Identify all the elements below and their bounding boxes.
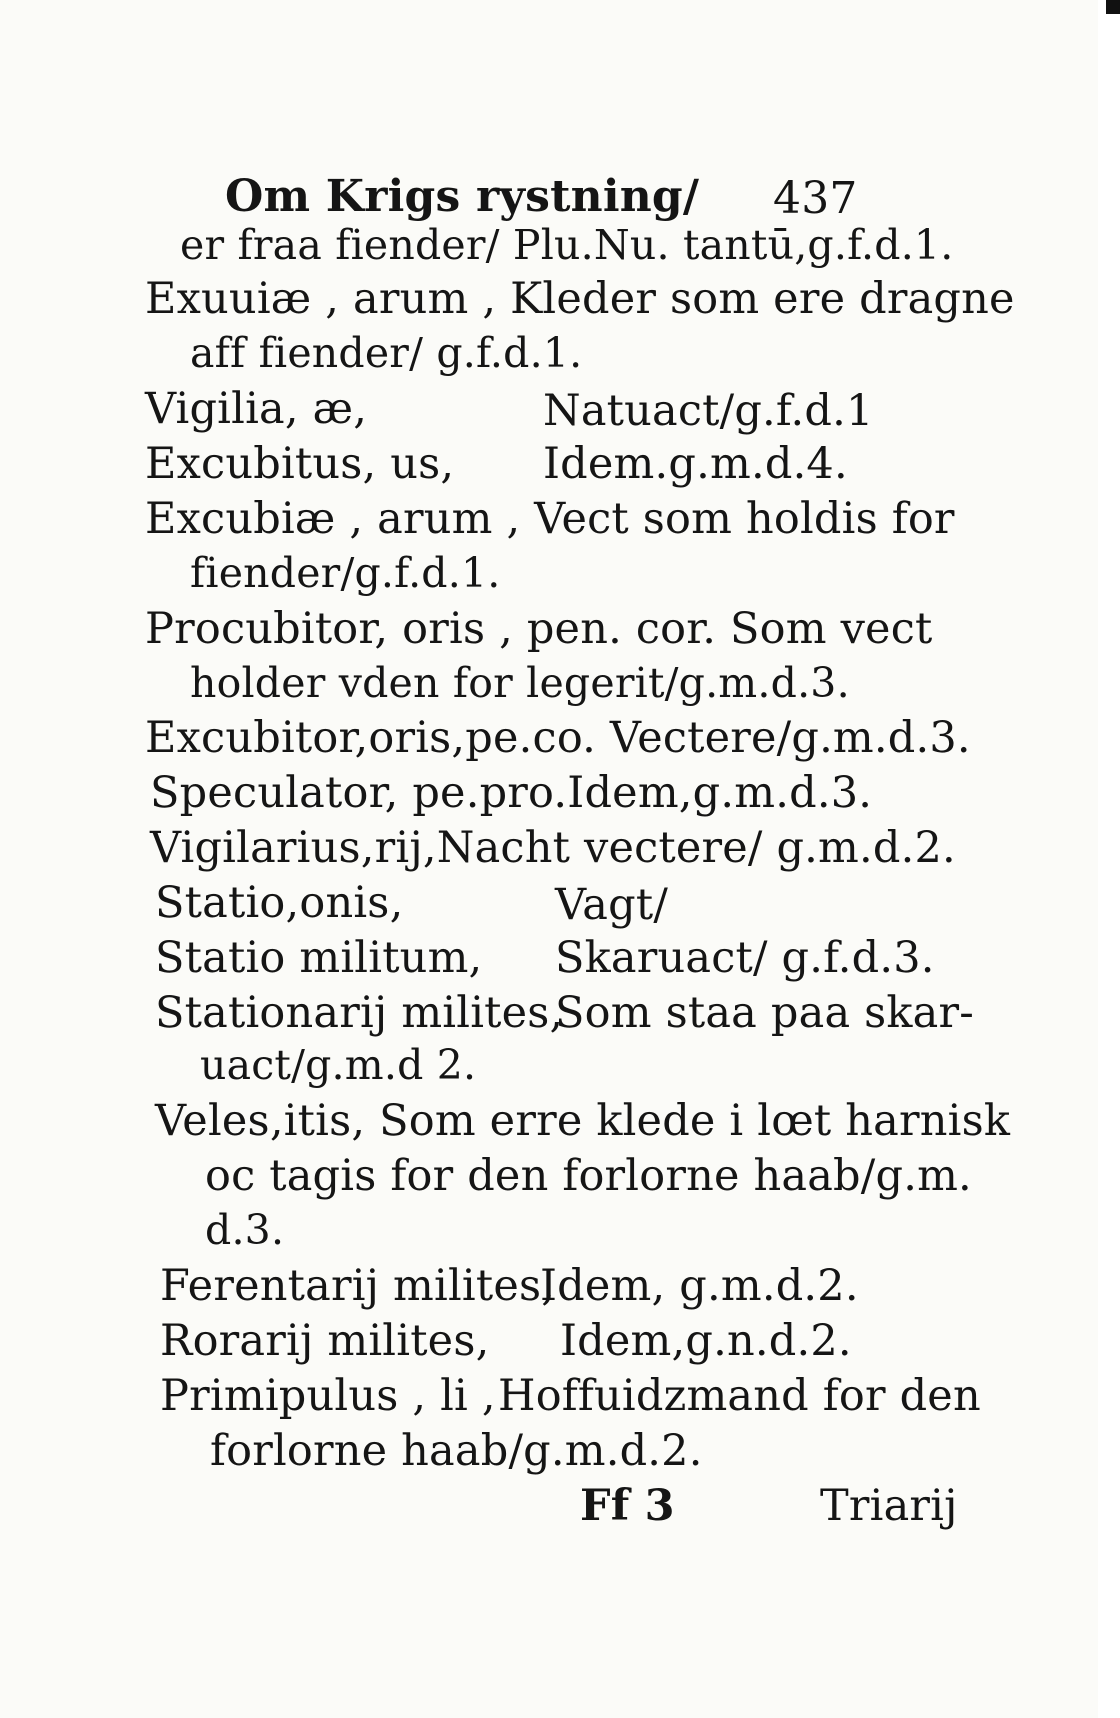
entry-headword: Vigilia, æ, <box>145 384 368 434</box>
entry-line: forlorne haab/g.m.d.2. <box>210 1426 703 1476</box>
entry-headword: Primipulus , li , <box>160 1371 496 1421</box>
entry-gloss: Vagt/ <box>555 880 669 930</box>
entry-headword: Rorarij milites, <box>160 1316 490 1366</box>
entry-gloss: Idem.g.m.d.4. <box>543 439 848 489</box>
entry-gloss: Hoffuidzmand for den <box>498 1371 981 1421</box>
entry-line: Excubitor,oris,pe.co. Vectere/g.m.d.3. <box>145 713 971 763</box>
entry-line: er fraa fiender/ Plu.Nu. tantū,g.f.d.1. <box>180 221 954 269</box>
entry-line: Speculator, pe.pro.Idem,g.m.d.3. <box>150 768 873 818</box>
running-title: Om Krigs rystning/ <box>225 171 700 222</box>
entry-headword: Statio militum, <box>155 933 483 983</box>
entry-line: Excubiæ , arum , Vect som holdis for <box>145 494 955 544</box>
entry-gloss: Skaruact/ g.f.d.3. <box>555 933 935 983</box>
entry-line: uact/g.m.d 2. <box>200 1041 477 1089</box>
entry-line: Vigilarius,rij,Nacht vectere/ g.m.d.2. <box>150 823 956 873</box>
entry-line: Veles,itis, Som erre klede i lœt harnisk <box>155 1096 1011 1146</box>
entry-line: oc tagis for den forlorne haab/g.m. <box>205 1151 972 1201</box>
entry-line: Procubitor, oris , pen. cor. Som vect <box>145 604 933 654</box>
scan-corner-mark <box>1106 0 1120 14</box>
entry-line: fiender/g.f.d.1. <box>190 549 501 597</box>
entry-gloss: Idem,g.n.d.2. <box>560 1316 852 1366</box>
entry-gloss: Natuact/g.f.d.1 <box>543 386 874 436</box>
entry-gloss: Idem, g.m.d.2. <box>540 1261 859 1311</box>
entry-headword: Stationarij milites, <box>155 988 564 1038</box>
entry-line: d.3. <box>205 1206 285 1254</box>
entry-line: Exuuiæ , arum , Kleder som ere dragne <box>145 274 1015 324</box>
entry-headword: Excubitus, us, <box>145 439 455 489</box>
entry-gloss: Som staa paa skar- <box>555 988 974 1038</box>
entry-headword: Ferentarij milites, <box>160 1261 556 1311</box>
signature-mark: Ff 3 <box>580 1481 675 1531</box>
entry-line: holder vden for legerit/g.m.d.3. <box>190 659 850 707</box>
entry-line: aff fiender/ g.f.d.1. <box>190 329 583 377</box>
catchword: Triarij <box>820 1481 958 1531</box>
scan-margin <box>1098 0 1120 1718</box>
entry-headword: Statio,onis, <box>155 878 404 928</box>
page-number: 437 <box>773 173 858 224</box>
